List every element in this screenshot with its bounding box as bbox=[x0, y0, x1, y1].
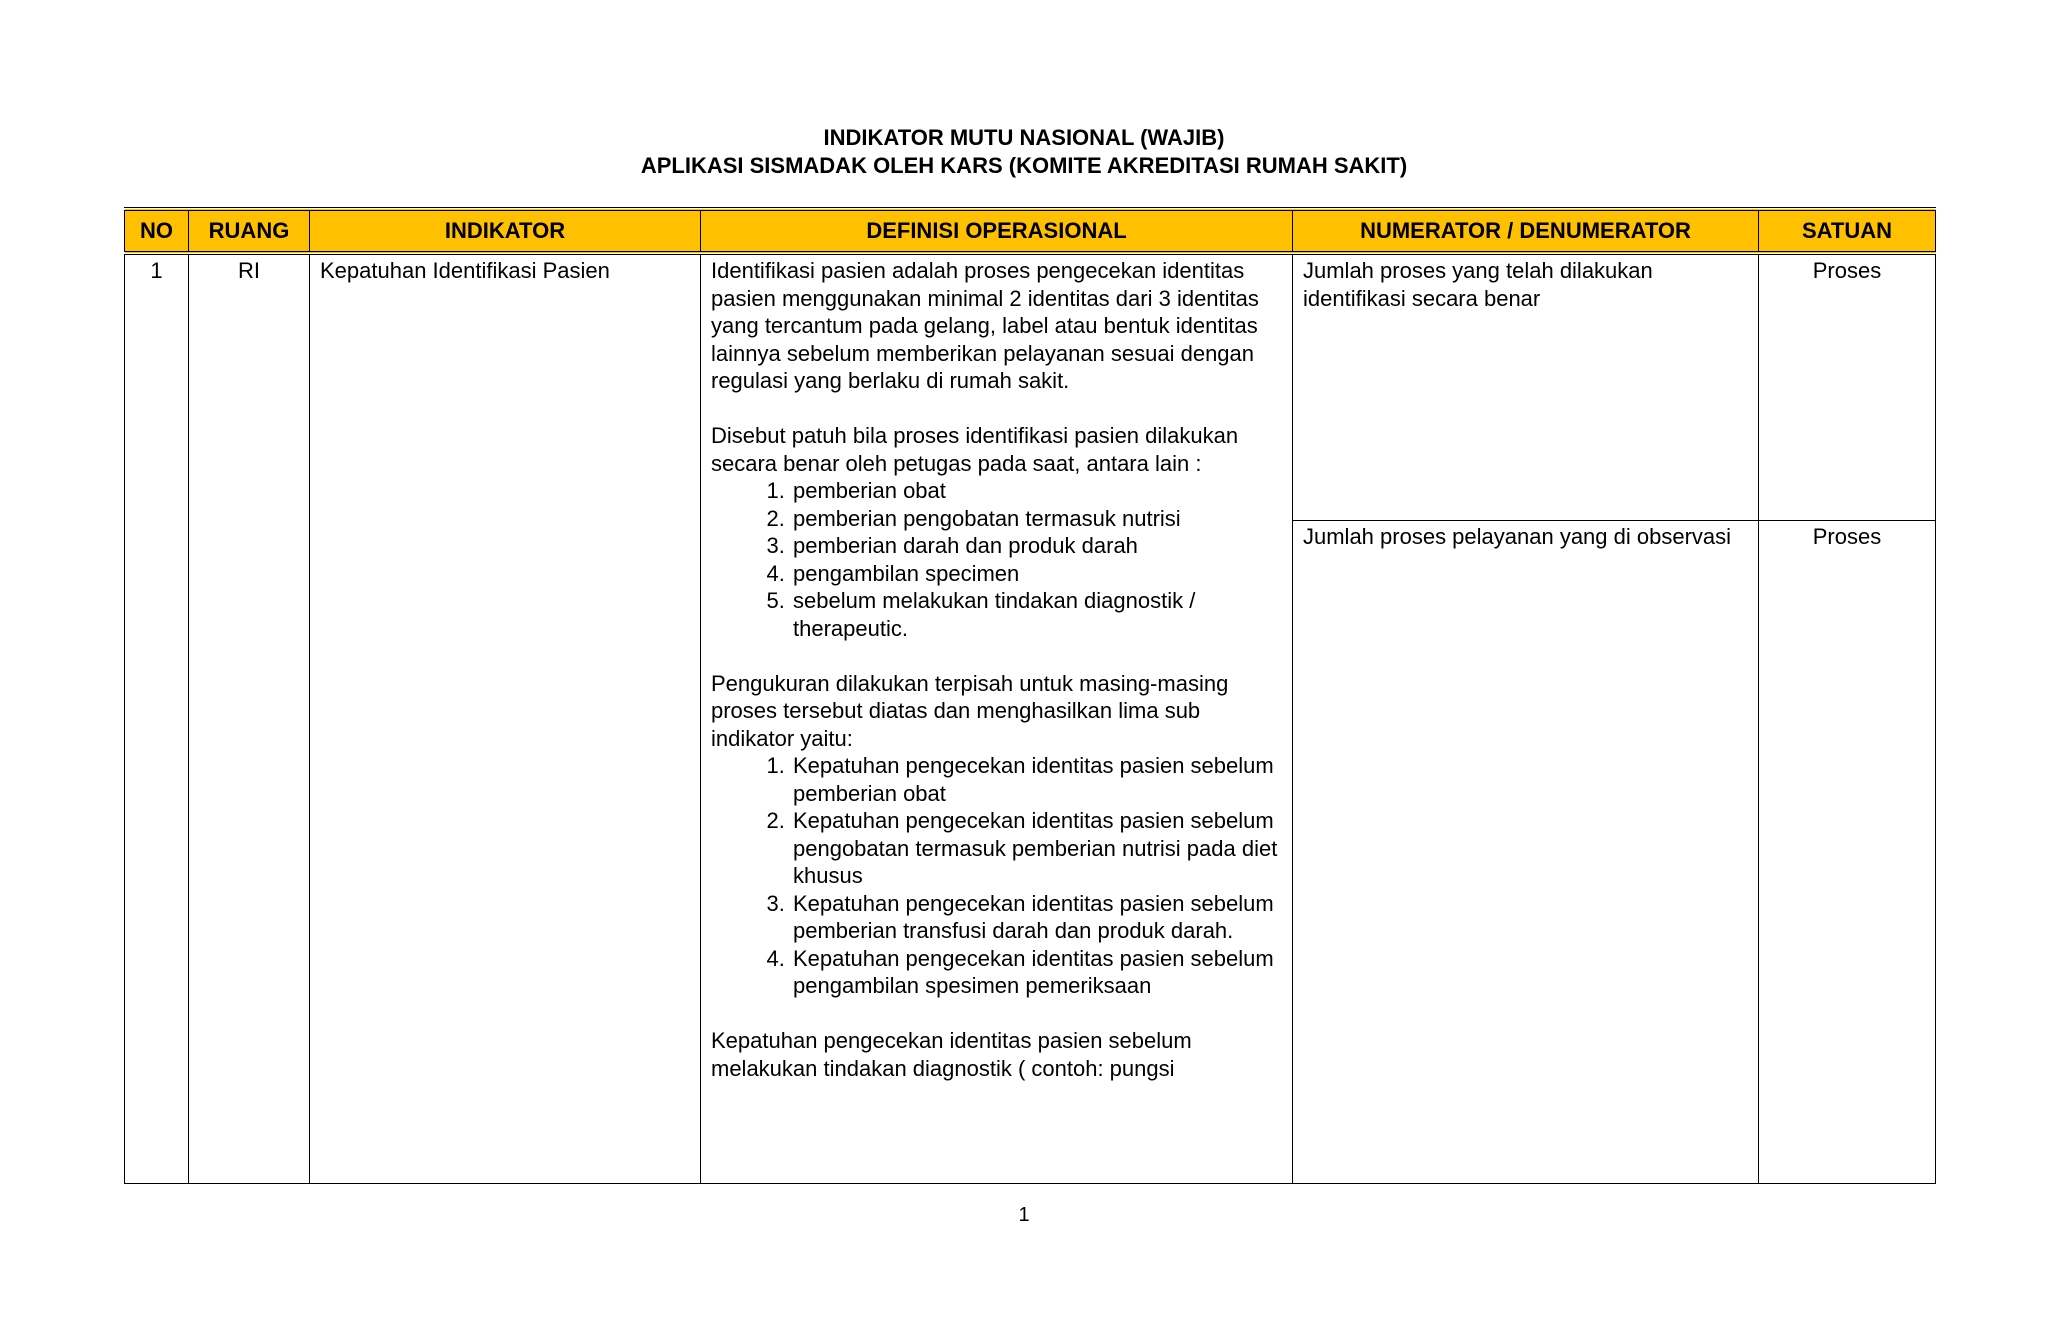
header-ruang: RUANG bbox=[189, 209, 310, 253]
definisi-paragraph-1: Identifikasi pasien adalah proses pengecekan identitas pasien menggunakan minimal 2 identitas dari 3 identitas yang tercantum pada gelang, label atau bentuk identitas lainnya sebelum memberikan pelayanan sesuai dengan regulasi yang berlaku di rumah sakit. bbox=[711, 258, 1259, 393]
cell-numerator: Jumlah proses yang telah dilakukan identifikasi secara benar bbox=[1293, 253, 1759, 521]
cell-denumerator-satuan: Proses bbox=[1759, 521, 1936, 1184]
cell-numerator-satuan: Proses bbox=[1759, 253, 1936, 521]
table-row bbox=[125, 253, 1936, 521]
compliance-moments-list bbox=[711, 477, 1282, 642]
cell-indikator: Kepatuhan Identifikasi Pasien bbox=[310, 253, 701, 1184]
sub-indicator-list bbox=[711, 752, 1282, 1000]
definisi-paragraph-4: Kepatuhan pengecekan identitas pasien sebelum melakukan tindakan diagnostik ( contoh: pungsi bbox=[711, 1028, 1192, 1081]
table-header-row bbox=[125, 209, 1936, 253]
header-definisi-operasional: DEFINISI OPERASIONAL bbox=[701, 209, 1293, 253]
list-item: 3. Kepatuhan pengecekan identitas pasien sebelum pemberian transfusi darah dan produk darah. bbox=[791, 890, 1282, 945]
header-indikator: INDIKATOR bbox=[310, 209, 701, 253]
indicator-table bbox=[124, 207, 1936, 1184]
list-item: 3. pemberian darah dan produk darah bbox=[791, 532, 1282, 560]
document-subtitle: APLIKASI SISMADAK OLEH KARS (KOMITE AKREDITASI RUMAH SAKIT) bbox=[640, 153, 1408, 178]
header-numerator-denumerator: NUMERATOR / DENUMERATOR bbox=[1293, 209, 1759, 253]
definisi-paragraph-2: Disebut patuh bila proses identifikasi pasien dilakukan secara benar oleh petugas pada saat, antara lain : bbox=[711, 423, 1239, 476]
list-item: 1. pemberian obat bbox=[791, 477, 1282, 505]
list-item: 4. Kepatuhan pengecekan identitas pasien sebelum pengambilan spesimen pemeriksaan bbox=[791, 945, 1282, 1000]
header-satuan: SATUAN bbox=[1759, 209, 1936, 253]
cell-definisi-operasional bbox=[701, 253, 1293, 1184]
cell-denumerator: Jumlah proses pelayanan yang di observasi bbox=[1293, 521, 1759, 1184]
list-item: 4. pengambilan specimen bbox=[791, 560, 1282, 588]
header-no: NO bbox=[125, 209, 189, 253]
page-number: 1 bbox=[1018, 1204, 1030, 1226]
list-item: 2. Kepatuhan pengecekan identitas pasien sebelum pengobatan termasuk pemberian nutrisi pada diet khusus bbox=[791, 807, 1282, 890]
list-item: 5. sebelum melakukan tindakan diagnostik / therapeutic. bbox=[791, 587, 1282, 642]
cell-no: 1 bbox=[125, 253, 189, 1184]
document-title: INDIKATOR MUTU NASIONAL (WAJIB) bbox=[823, 125, 1225, 150]
definisi-paragraph-3: Pengukuran dilakukan terpisah untuk masing-masing proses tersebut diatas dan menghasilkan lima sub indikator yaitu: bbox=[711, 670, 1229, 751]
list-item: 1. Kepatuhan pengecekan identitas pasien sebelum pemberian obat bbox=[791, 752, 1282, 807]
cell-ruang: RI bbox=[189, 253, 310, 1184]
list-item: 2. pemberian pengobatan termasuk nutrisi bbox=[791, 505, 1282, 533]
